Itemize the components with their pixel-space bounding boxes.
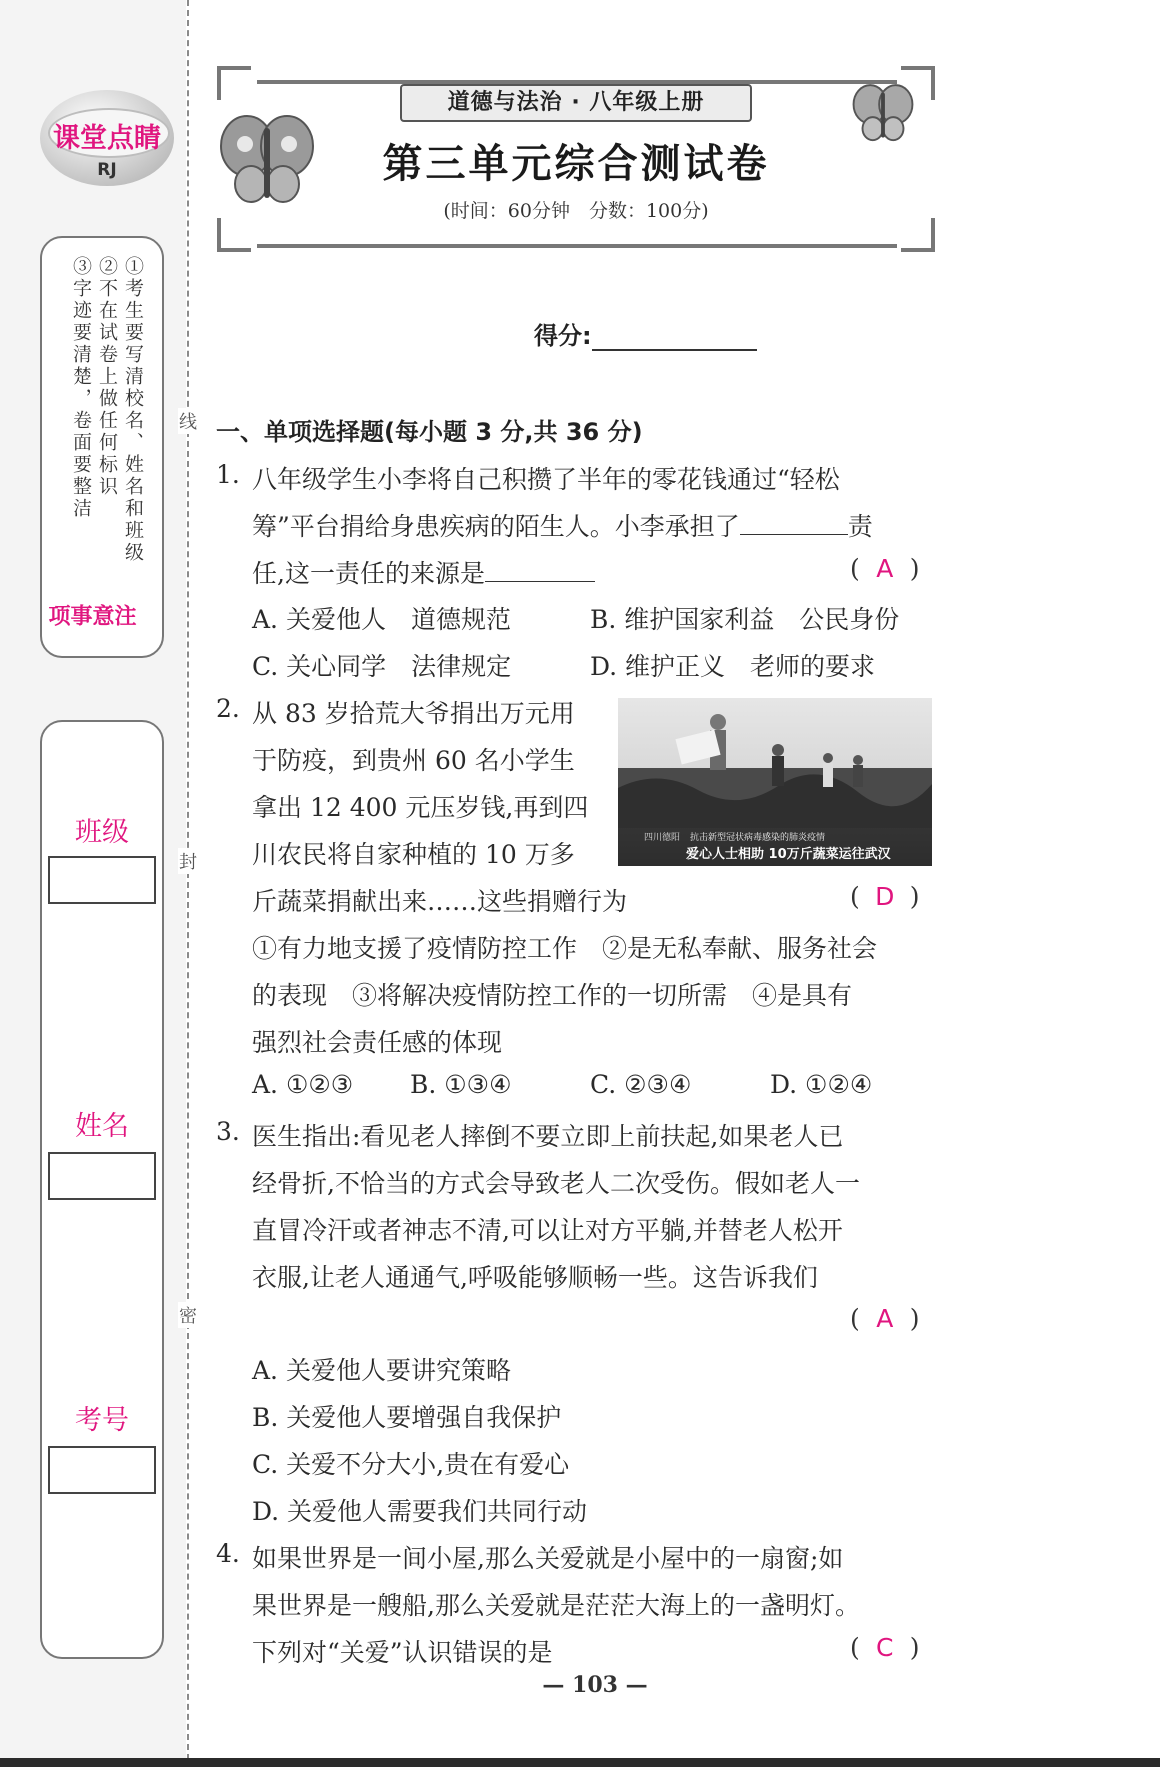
field-id-label: 考号 <box>75 1405 129 1436</box>
q1-option-a[interactable]: A. 关爱他人 道德规范 <box>252 605 511 634</box>
q1-blank1[interactable] <box>740 512 848 535</box>
q4-line1: 如果世界是一间小屋,那么关爱就是小屋中的一扇窗;如 <box>252 1544 844 1573</box>
q3-option-a[interactable]: A. 关爱他人要讲究策略 <box>252 1356 511 1385</box>
q3-option-c[interactable]: C. 关爱不分大小,贵在有爱心 <box>252 1450 570 1479</box>
photo-caption-location: 四川德阳 <box>644 833 681 843</box>
frame-corner <box>217 66 251 100</box>
q1-blank2[interactable] <box>485 559 595 582</box>
note-2: ②不在试卷上做任何标识 <box>96 256 118 498</box>
q2-line4: 川农民将自家种植的 10 万多 <box>252 840 575 869</box>
score-field <box>534 316 757 351</box>
q1-option-b[interactable]: B. 维护国家利益 公民身份 <box>590 605 900 634</box>
q2-option-a[interactable]: A. ①②③ <box>252 1070 354 1099</box>
q3-line1: 医生指出:看见老人摔倒不要立即上前扶起,如果老人已 <box>252 1122 844 1151</box>
exam-header <box>215 64 937 254</box>
field-id-input[interactable] <box>48 1446 156 1494</box>
notes-box <box>40 236 164 658</box>
q2-option-c[interactable]: C. ②③④ <box>590 1070 692 1099</box>
q1-option-d[interactable]: D. 维护正义 老师的要求 <box>590 652 876 681</box>
q1-line3: 任,这一责任的来源是 <box>252 554 595 590</box>
q4-line3: 下列对“关爱”认识错误的是 <box>252 1638 553 1667</box>
page-number: — 103 — <box>542 1672 648 1698</box>
q1-line1: 八年级学生小李将自己积攒了半年的零花钱通过“轻松 <box>252 465 840 494</box>
q2-answer: ( D ) <box>850 882 920 911</box>
time-score-info: (时间：60分钟 分数：100分) <box>443 200 709 222</box>
q2-statement1: ①有力地支援了疫情防控工作 ②是无私奉献、服务社会 <box>252 934 878 963</box>
q4-line2: 果世界是一艘船,那么关爱就是茫茫大海上的一盏明灯。 <box>252 1591 860 1620</box>
q2-statement3: 强烈社会责任感的体现 <box>252 1028 503 1057</box>
q1-line2: 筹”平台捐给身患疾病的陌生人。小李承担了 责 <box>252 512 873 541</box>
notes-title: 注意事项 <box>45 604 136 632</box>
frame-corner <box>901 218 935 252</box>
section-heading: 一、单项选择题(每小题 3 分,共 36 分) <box>216 418 643 446</box>
q4-answer: ( C ) <box>850 1633 920 1662</box>
book-subtitle: 道德与法治 · 八年级上册 <box>400 84 752 122</box>
note-3: ③字迹要清楚，卷面要整洁 <box>70 256 92 520</box>
q1-answer: ( A ) <box>850 554 920 583</box>
cut-line <box>187 0 189 1760</box>
q2-line3: 拿出 12 400 元压岁钱,再到四 <box>252 793 589 822</box>
exam-title: 第三单元综合测试卷 <box>382 140 770 187</box>
q2-number: 2. <box>216 694 240 723</box>
score-blank[interactable] <box>592 325 757 351</box>
logo-sub: RJ <box>97 160 117 180</box>
photo-scene <box>618 698 932 828</box>
q2-line1: 从 83 岁拾荒大爷捐出万元用 <box>252 699 575 728</box>
q2-option-d[interactable]: D. ①②④ <box>770 1070 873 1099</box>
photo-caption-small: 抗击新型冠状病毒感染的肺炎疫情 <box>690 833 826 843</box>
q2-line5: 斤蔬菜捐献出来……这些捐赠行为 <box>252 887 628 916</box>
score-label: 得分: <box>534 322 592 350</box>
field-class-label: 班级 <box>75 817 129 848</box>
cut-mark-xian: 线 <box>178 408 198 434</box>
q1-option-c[interactable]: C. 关心同学 法律规定 <box>252 652 512 681</box>
brand-logo <box>40 90 174 190</box>
q3-line4: 衣服,让老人通通气,呼吸能够顺畅一些。这告诉我们 <box>252 1263 818 1292</box>
q3-line2: 经骨折,不恰当的方式会导致老人二次受伤。假如老人一 <box>252 1169 860 1198</box>
q3-option-b[interactable]: B. 关爱他人要增强自我保护 <box>252 1403 562 1432</box>
q2-statement2: 的表现 ③将解决疫情防控工作的一切所需 ④是具有 <box>252 981 853 1010</box>
photo-caption: 爱心人士相助 10万斤蔬菜运往武汉 <box>686 847 891 862</box>
q4-number: 4. <box>216 1539 240 1568</box>
note-1: ①考生要写清校名、姓名和班级 <box>122 256 144 564</box>
q1-number: 1. <box>216 460 240 489</box>
field-name-label: 姓名 <box>75 1111 129 1142</box>
q2-option-b[interactable]: B. ①③④ <box>410 1070 512 1099</box>
bottom-bar <box>0 1758 1160 1767</box>
news-photo <box>618 698 932 866</box>
q3-answer: ( A ) <box>850 1304 920 1333</box>
cut-mark-mi: 密 <box>178 1302 198 1328</box>
frame-corner <box>217 218 251 252</box>
field-name-input[interactable] <box>48 1152 156 1200</box>
logo-text: 课堂点睛 <box>53 123 161 154</box>
q3-number: 3. <box>216 1117 240 1146</box>
q3-option-d[interactable]: D. 关爱他人需要我们共同行动 <box>252 1497 588 1526</box>
q3-line3: 直冒冷汗或者神志不清,可以让对方平躺,并替老人松开 <box>252 1216 843 1245</box>
field-class-input[interactable] <box>48 856 156 904</box>
photo-caption-bar <box>618 828 932 866</box>
student-info-box <box>40 720 164 1659</box>
cut-mark-feng: 封 <box>178 848 198 874</box>
q2-line2: 于防疫，到贵州 60 名小学生 <box>252 746 575 775</box>
